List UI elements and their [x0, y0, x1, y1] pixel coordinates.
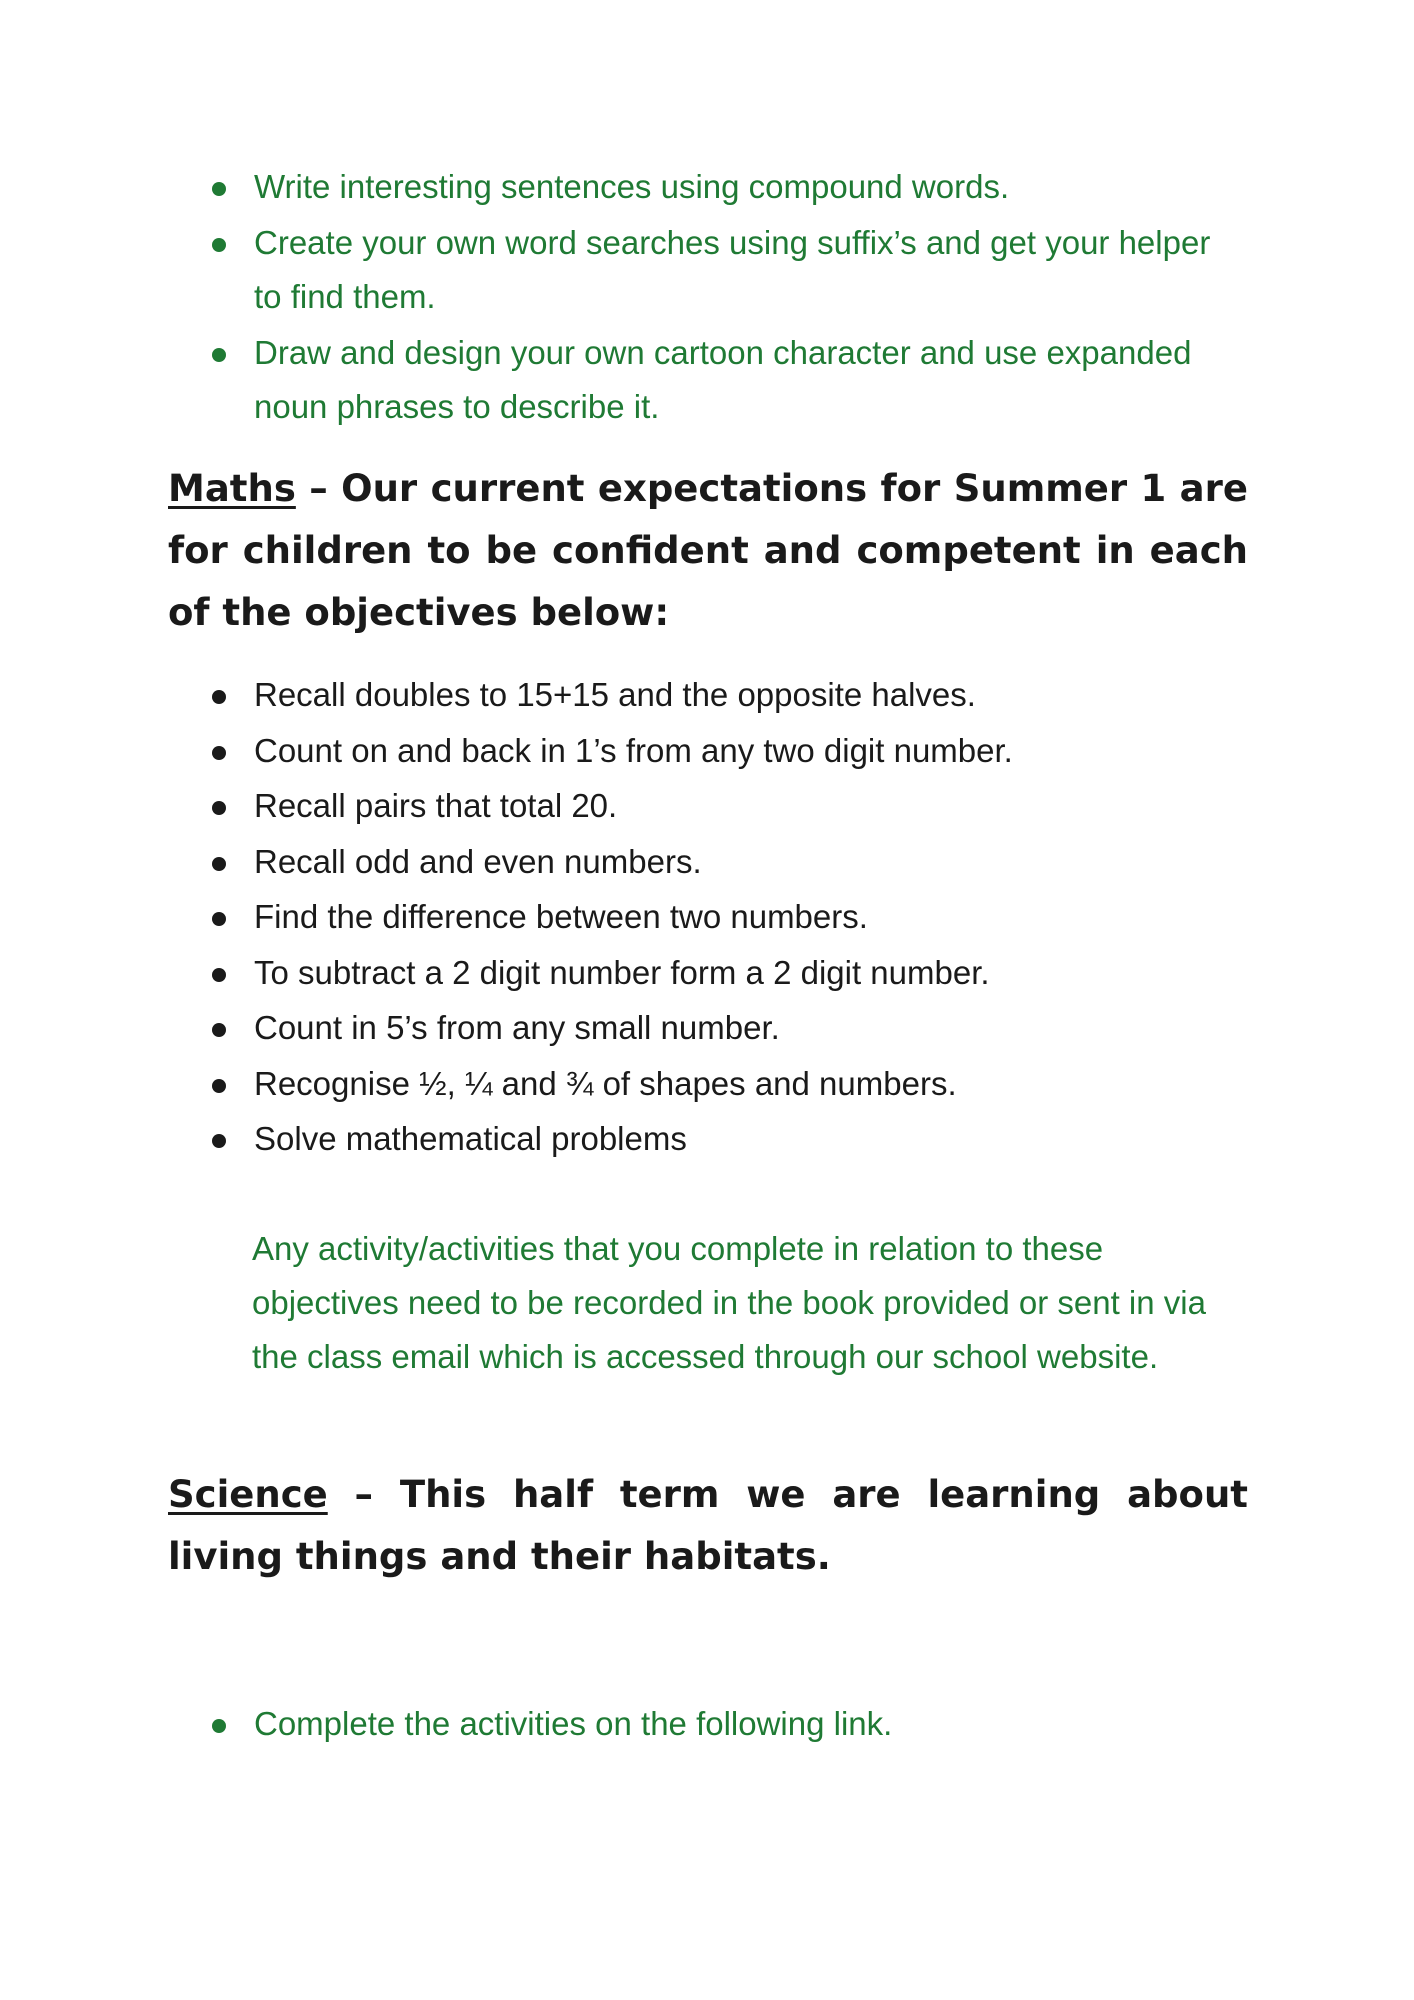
bullet-icon	[212, 968, 226, 982]
list-item	[208, 779, 1238, 833]
list-item-text: Write interesting sentences using compound words.	[254, 168, 1010, 205]
list-item-text: Solve mathematical problems	[254, 1120, 687, 1157]
list-item	[208, 668, 1238, 722]
list-item-text: Draw and design your own cartoon character and use expanded noun phrases to describe it.	[254, 334, 1192, 425]
list-item-text: Recall odd and even numbers.	[254, 842, 702, 880]
bullet-icon	[212, 1134, 226, 1148]
maths-heading	[168, 458, 1248, 644]
list-item-text: Recognise ½, ¼ and ¾ of shapes and numbers.	[254, 1064, 957, 1102]
list-item	[208, 216, 1238, 324]
science-activity-list	[208, 1697, 1238, 1753]
list-item-text: Count in 5’s from any small number.	[254, 1009, 780, 1046]
list-item-text: Recall doubles to 15+15 and the opposite halves.	[254, 676, 976, 713]
list-item	[208, 160, 1238, 214]
science-heading-text: – This half term we are learning about living things and their habitats.	[168, 1473, 1248, 1578]
list-item	[208, 1697, 1238, 1751]
list-item	[208, 890, 1238, 944]
bullet-icon	[212, 182, 226, 196]
list-item	[208, 835, 1238, 889]
english-activity-list	[208, 160, 1238, 436]
list-item	[208, 1112, 1238, 1166]
bullet-icon	[212, 1023, 226, 1037]
bullet-icon	[212, 912, 226, 926]
maths-heading-text: – Our current expectations for Summer 1 are for children to be confident and competent in each of the objectives below:	[168, 467, 1248, 634]
list-item-text: Complete the activities on the following link.	[254, 1705, 893, 1742]
list-item-text: To subtract a 2 digit number form a 2 digit number.	[254, 953, 990, 991]
science-subject-title: Science	[168, 1473, 328, 1516]
maths-subject-title: Maths	[168, 467, 296, 510]
bullet-icon	[212, 746, 226, 760]
list-item-text: Create your own word searches using suffix’s and get your helper to find them.	[254, 224, 1211, 315]
list-item	[208, 326, 1238, 434]
list-item	[208, 724, 1238, 778]
bullet-icon	[212, 1079, 226, 1093]
list-item	[208, 1001, 1238, 1055]
bullet-icon	[212, 1719, 226, 1733]
maths-recording-note: Any activity/activities that you complete in relation to these objectives need to be recorded in the book provided or sent in via the class email which is accessed through our school website.	[252, 1230, 1206, 1375]
list-item	[208, 946, 1238, 1000]
science-heading	[168, 1464, 1248, 1588]
bullet-icon	[212, 690, 226, 704]
bullet-icon	[212, 238, 226, 252]
list-item-text: Count on and back in 1’s from any two digit number.	[254, 731, 1013, 769]
maths-objectives-list	[208, 668, 1238, 1168]
list-item	[208, 1057, 1238, 1111]
list-item-text: Recall pairs that total 20.	[254, 787, 618, 824]
bullet-icon	[212, 801, 226, 815]
bullet-icon	[212, 348, 226, 362]
list-item-text: Find the difference between two numbers.	[254, 898, 868, 935]
bullet-icon	[212, 857, 226, 871]
